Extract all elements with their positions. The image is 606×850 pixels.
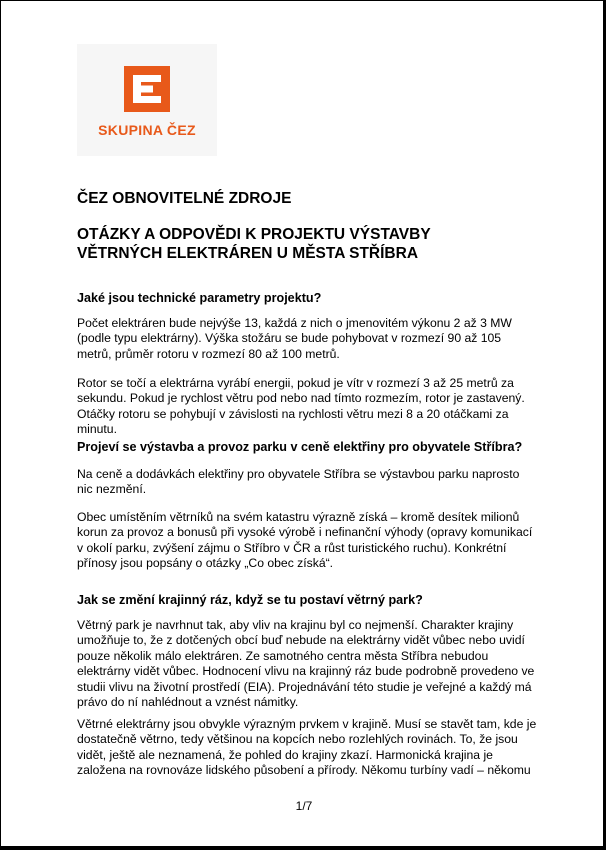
main-title-line-2: VĚTRNÝCH ELEKTRÁREN U MĚSTA STŘÍBRA	[77, 245, 419, 262]
paragraph: Větrné elektrárny jsou obvykle výrazným prvkem v krajině. Musí se stavět tam, kde je dostatečně větrno, tedy většinou na kopcích nebo rozlehlých rovinách. To, že jsou vidět, ještě ale neznamená, že pohled do krajiny zkazí. Harmonická krajina je založena na rovnováze lidského působení a přírody. Někomu turbíny vadí – někomu	[77, 717, 537, 778]
cez-logo-icon	[124, 66, 170, 112]
paragraph: Obec umístěním větrníků na svém katastru výrazně získá – kromě desítek milionů korun za provoz a bonusů při vysoké výrobě i nefinanční výhody (opravy komunikací v okolí parku, zvýšení zájmu o Stříbro v ČR a růst turistického ruchu). Konkrétní přínosy jsou popsány o otázky „Co obec získá“.	[77, 510, 533, 571]
company-logo	[77, 44, 217, 156]
question-landscape: Jak se změní krajinný ráz, když se tu postaví větrný park?	[77, 593, 423, 607]
main-title-line-1: OTÁZKY A ODPOVĚDI K PROJEKTU VÝSTAVBY	[77, 226, 431, 243]
logo-text: SKUPINA ČEZ	[98, 122, 196, 138]
paragraph: Rotor se točí a elektrárna vyrábí energii, pokud je vítr v rozmezí 3 až 25 metrů za sekundu. Pokud je rychlost větru pod nebo nad tímto rozmezím, rotor je zastavený. Otáčky rotoru se pohybují v závislosti na rychlosti větru mezi 8 a 20 otáčkami za minutu.	[77, 376, 525, 437]
paragraph: Počet elektráren bude nejvýše 13, každá z nich o jmenovitém výkonu 2 až 3 MW (podle typu elektrárny). Výška stožáru se bude pohybovat v rozmezí 90 až 105 metrů, průměr rotoru v rozmezí 80 až 100 metrů.	[77, 316, 512, 361]
paragraph: Na ceně a dodávkách elektřiny pro obyvatele Stříbra se výstavbou parku naprosto nic nezmění.	[77, 467, 520, 497]
question-electricity-price: Projeví se výstavba a provoz parku v ceně elektřiny pro obyvatele Stříbra?	[77, 440, 523, 454]
page-number: 1/7	[295, 799, 313, 813]
question-technical-parameters: Jaké jsou technické parametry projektu?	[77, 291, 322, 305]
division-title: ČEZ OBNOVITELNÉ ZDROJE	[77, 190, 292, 207]
paragraph: Větrný park je navrhnut tak, aby vliv na krajinu byl co nejmenší. Charakter krajiny umožňuje to, že z dotčených obcí buď nebude na elektrárny vidět vůbec nebo uvidí pouze několik málo elektráren. Ze samotného centra města Stříbra nebudou elektrárny vidět vůbec. Hodnocení vlivu na krajinný ráz bude podrobně provedeno ve studii vlivu na životní prostředí (EIA). Projednávání této studie je veřejné a každý má právo do ní nahlédnout a vznést námitky.	[77, 618, 535, 710]
